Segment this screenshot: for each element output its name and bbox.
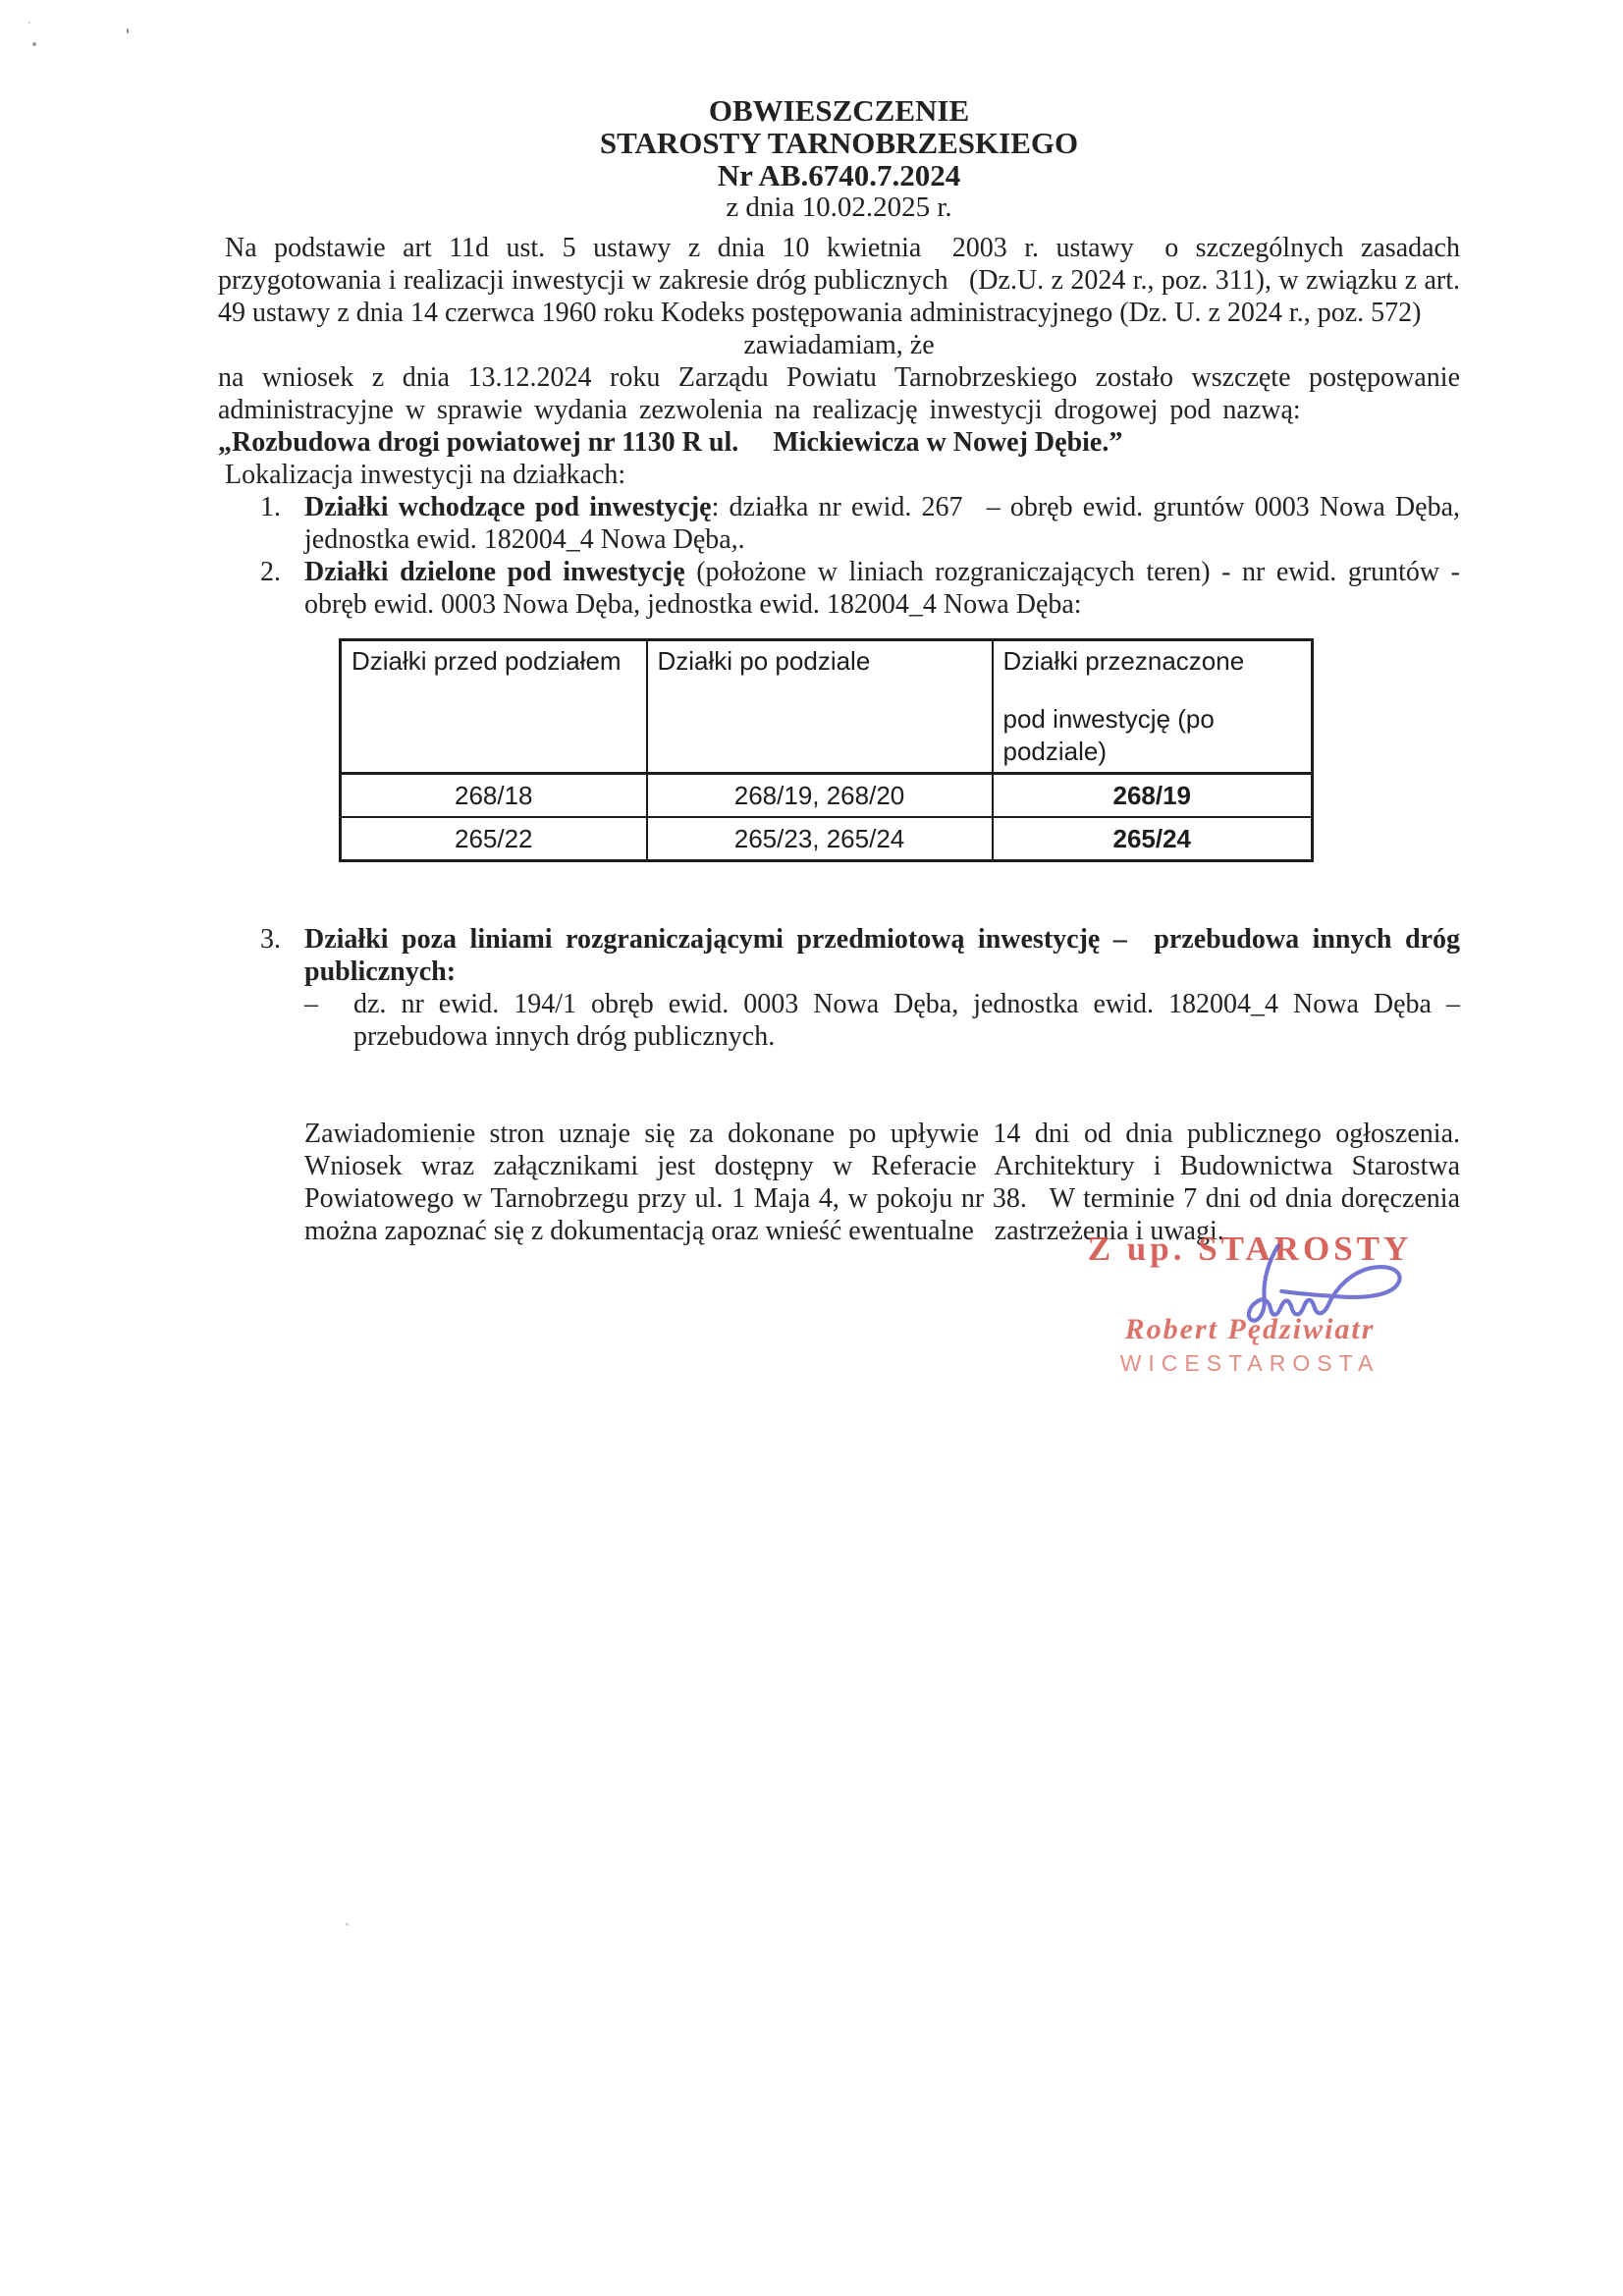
list-item-1 [260,491,1460,556]
signature-stamp-block [1019,1230,1481,1377]
cell-before: 265/22 [341,817,647,861]
cell-after: 265/23, 265/24 [647,817,993,861]
legal-basis-paragraph: Na podstawie art 11d ust. 5 ustawy z dnia 10 kwietnia 2003 r. ustawy o szczególnych zasadach przygotowania i realizacji inwestycji w zakresie dróg publicznych (Dz.U. z 2024 r., poz. 311), w związku z art. 49 ustawy z dnia 14 czerwca 1960 roku Kodeks postępowania administracyjnego (Dz. U. z 2024 r., poz. 572) [218,233,1460,328]
column-header-designated-line1: Działki przeznaczone [1002,646,1245,676]
column-header-designated [993,640,1313,774]
parcel-list [260,491,1460,621]
authorization-stamp-text: Z up. STAROSTY [1087,1230,1413,1268]
scan-speck [28,22,30,24]
signer-name-stamp: Robert Pędziwiatr [1124,1313,1376,1345]
cell-designated: 265/24 [993,817,1313,861]
table-header-row [341,640,1313,774]
list-item-text [304,491,1460,556]
dash-bullet: – [304,989,318,1019]
list-item-number: 2. [260,557,281,587]
column-header-designated-line2: pod inwestycję (po podziale) [1002,704,1215,766]
scan-speck [127,28,129,33]
document-title: OBWIESZCZENIE [708,93,970,128]
list-item-rest-text: : działka nr ewid. 267 – obręb ewid. gruntów 0003 Nowa Dęba, jednostka ewid. 182004_4 Nowa Dęba,. [304,492,1460,555]
list-item-bold-text: Działki poza liniami rozgraniczającymi przedmiotową inwestycję – przebudowa innych dróg publicznych: [304,924,1460,987]
column-header-before-division: Działki przed podziałem [341,640,647,774]
cell-before: 268/18 [341,774,647,818]
issue-date: z dnia 10.02.2025 r. [726,191,952,223]
cell-designated: 268/19 [993,774,1313,818]
location-heading: Lokalizacja inwestycji na działkach: [225,460,626,490]
cell-after: 268/19, 268/20 [647,774,993,818]
project-name-line: „Rozbudowa drogi powiatowej nr 1130 R ul. Mickiewicza w Nowej Dębie.” [218,427,1123,458]
list-item-bold-text: Działki wchodzące pod inwestycję [304,492,712,522]
list-item-bold-text: Działki dzielone pod inwestycję [304,557,685,587]
scan-speck [32,42,36,46]
list-item-text [304,556,1460,621]
document-content [218,0,1460,1247]
table-row [341,774,1313,818]
list-item-number: 1. [260,492,281,522]
notification-phrase: zawiadamiam, że [743,330,935,360]
request-paragraph: na wniosek z dnia 13.12.2024 roku Zarządu Powiatu Tarnobrzeskiego zostało wszczęte postępowanie administracyjne w sprawie wydania zezwolenia na realizację inwestycji drogowej pod nazwą: [218,362,1460,425]
list-item-rest-text: (położone w liniach rozgraniczających teren) - nr ewid. gruntów - obręb ewid. 0003 Nowa Dęba, jednostka ewid. 182004_4 Nowa Dęba: [304,557,1460,620]
signer-title-stamp: WICESTAROSTA [1119,1350,1380,1376]
parcel-division-table [339,638,1314,862]
list-item-number: 3. [260,924,281,955]
sub-list-item-text: dz. nr ewid. 194/1 obręb ewid. 0003 Nowa Dęba, jednostka ewid. 182004_4 Nowa Dęba – przebudowa innych dróg publicznych. [353,989,1460,1052]
list-item-3-block [260,923,1460,988]
document-title-block [218,94,1460,224]
list-item-3 [260,923,1460,988]
column-header-after-division: Działki po podziale [647,640,993,774]
closing-paragraph: Zawiadomienie stron uznaje się za dokonane po upływie 14 dni od dnia publicznego ogłoszenia. Wniosek wraz załącznikami jest dostępny w Referacie Architektury i Budownictwa Starostwa Powiatowego w Tarnobrzegu przy ul. 1 Maja 4, w pokoju nr 38. W terminie 7 dni od dnia doręczenia można zapoznać się z dokumentacją oraz wnieść ewentualne zastrzeżenia i uwagi. [304,1119,1460,1246]
table-row [341,817,1313,861]
case-number: Nr AB.6740.7.2024 [717,158,961,192]
scan-speck [346,1923,349,1926]
sub-list-item [304,988,1460,1053]
list-item-2 [260,556,1460,621]
issuing-authority: STAROSTY TARNOBRZESKIEGO [599,126,1079,160]
